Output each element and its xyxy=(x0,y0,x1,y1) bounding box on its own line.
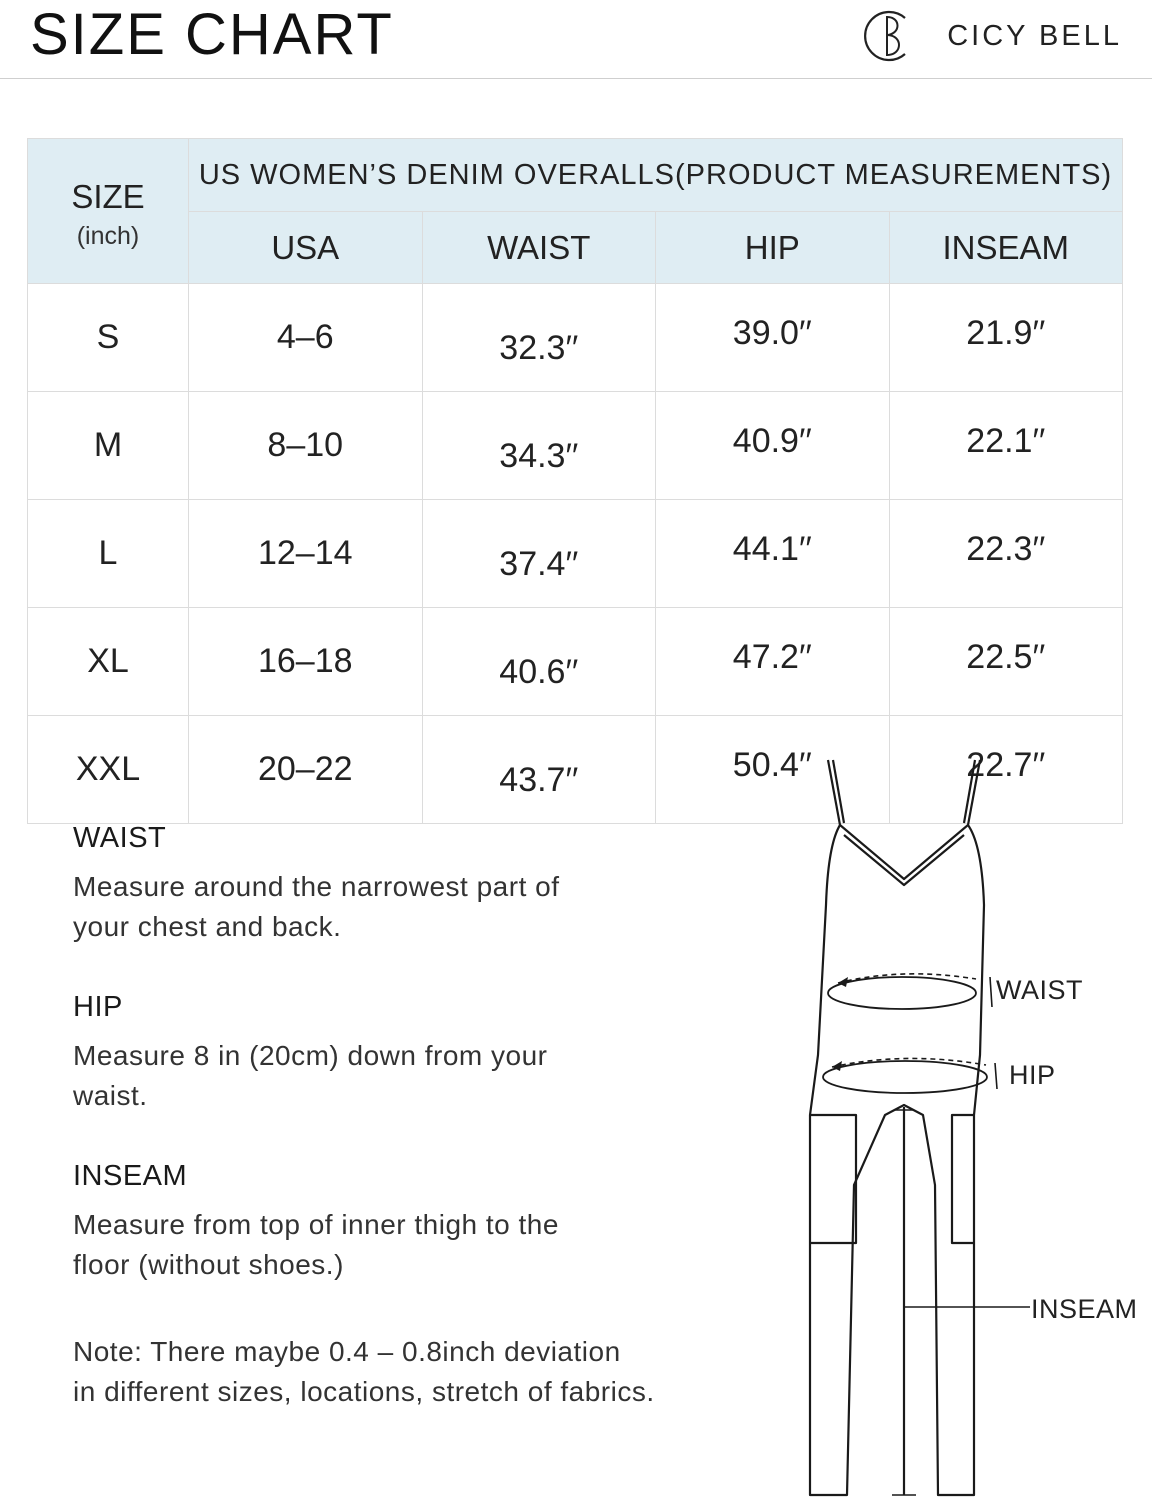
guide-waist-line2: your chest and back. xyxy=(73,911,342,942)
cell-size: L xyxy=(28,500,189,608)
column-header-waist: WAIST xyxy=(422,212,656,284)
cell-hip: 39.0′′ xyxy=(656,284,890,392)
figure-label-waist: WAIST xyxy=(996,975,1083,1005)
column-header-hip: HIP xyxy=(656,212,890,284)
overalls-figure xyxy=(780,755,1152,1500)
page-header xyxy=(0,0,1152,79)
guide-waist-text xyxy=(73,867,559,947)
cell-size: XL xyxy=(28,608,189,716)
guide-hip-text xyxy=(73,1036,548,1116)
overalls-outline-icon xyxy=(780,755,1152,1500)
figure-label-inseam: INSEAM xyxy=(1031,1294,1138,1324)
deviation-note xyxy=(73,1332,655,1412)
brand xyxy=(861,6,1122,66)
cell-inseam: 21.9′′ xyxy=(889,284,1123,392)
cell-hip: 47.2′′ xyxy=(656,608,890,716)
cell-inseam: 22.3′′ xyxy=(889,500,1123,608)
cell-inseam: 22.7′′ xyxy=(889,716,1123,824)
size-chart-table xyxy=(27,138,1123,824)
note-line1: Note: There maybe 0.4 – 0.8inch deviation xyxy=(73,1336,621,1367)
cell-hip: 44.1′′ xyxy=(656,500,890,608)
cell-usa: 4–6 xyxy=(189,284,423,392)
size-header: SIZE xyxy=(71,177,145,215)
guide-hip-heading: HIP xyxy=(73,991,123,1023)
cell-size: M xyxy=(28,392,189,500)
cell-hip: 50.4′′ xyxy=(656,716,890,824)
page-title: SIZE CHART xyxy=(30,2,394,67)
table-row xyxy=(28,608,1123,716)
cell-waist: 32.3′′ xyxy=(422,284,656,392)
guide-hip-line2: waist. xyxy=(73,1080,148,1111)
guide-inseam-line1: Measure from top of inner thigh to the xyxy=(73,1209,559,1240)
guide-waist-heading: WAIST xyxy=(73,822,167,854)
guide-hip xyxy=(73,991,548,1116)
size-header-cell xyxy=(28,139,189,284)
table-main-header: US WOMEN’S DENIM OVERALLS(PRODUCT MEASUREMENTS) xyxy=(189,139,1123,212)
guide-inseam-line2: floor (without shoes.) xyxy=(73,1249,344,1280)
table-row xyxy=(28,500,1123,608)
cell-usa: 16–18 xyxy=(189,608,423,716)
cb-monogram-icon xyxy=(861,4,925,68)
cell-usa: 20–22 xyxy=(189,716,423,824)
cell-inseam: 22.5′′ xyxy=(889,608,1123,716)
cell-size: XXL xyxy=(28,716,189,824)
guide-inseam-heading: INSEAM xyxy=(73,1160,188,1192)
cell-size: S xyxy=(28,284,189,392)
brand-name: CICY BELL xyxy=(947,19,1122,52)
cell-waist: 34.3′′ xyxy=(422,392,656,500)
cell-waist: 43.7′′ xyxy=(422,716,656,824)
table-row xyxy=(28,284,1123,392)
cell-waist: 37.4′′ xyxy=(422,500,656,608)
cell-inseam: 22.1′′ xyxy=(889,392,1123,500)
guide-waist xyxy=(73,822,559,947)
figure-label-hip: HIP xyxy=(1009,1060,1056,1090)
guide-waist-line1: Measure around the narrowest part of xyxy=(73,871,560,902)
guide-hip-line1: Measure 8 in (20cm) down from your xyxy=(73,1040,548,1071)
column-header-usa: USA xyxy=(189,212,423,284)
cell-hip: 40.9′′ xyxy=(656,392,890,500)
note-line2: in different sizes, locations, stretch of fabrics. xyxy=(73,1376,655,1407)
size-unit: (inch) xyxy=(76,221,140,250)
guide-inseam xyxy=(73,1160,559,1285)
table-row xyxy=(28,392,1123,500)
guide-inseam-text xyxy=(73,1205,559,1285)
column-header-inseam: INSEAM xyxy=(889,212,1123,284)
cell-waist: 40.6′′ xyxy=(422,608,656,716)
cell-usa: 8–10 xyxy=(189,392,423,500)
cell-usa: 12–14 xyxy=(189,500,423,608)
